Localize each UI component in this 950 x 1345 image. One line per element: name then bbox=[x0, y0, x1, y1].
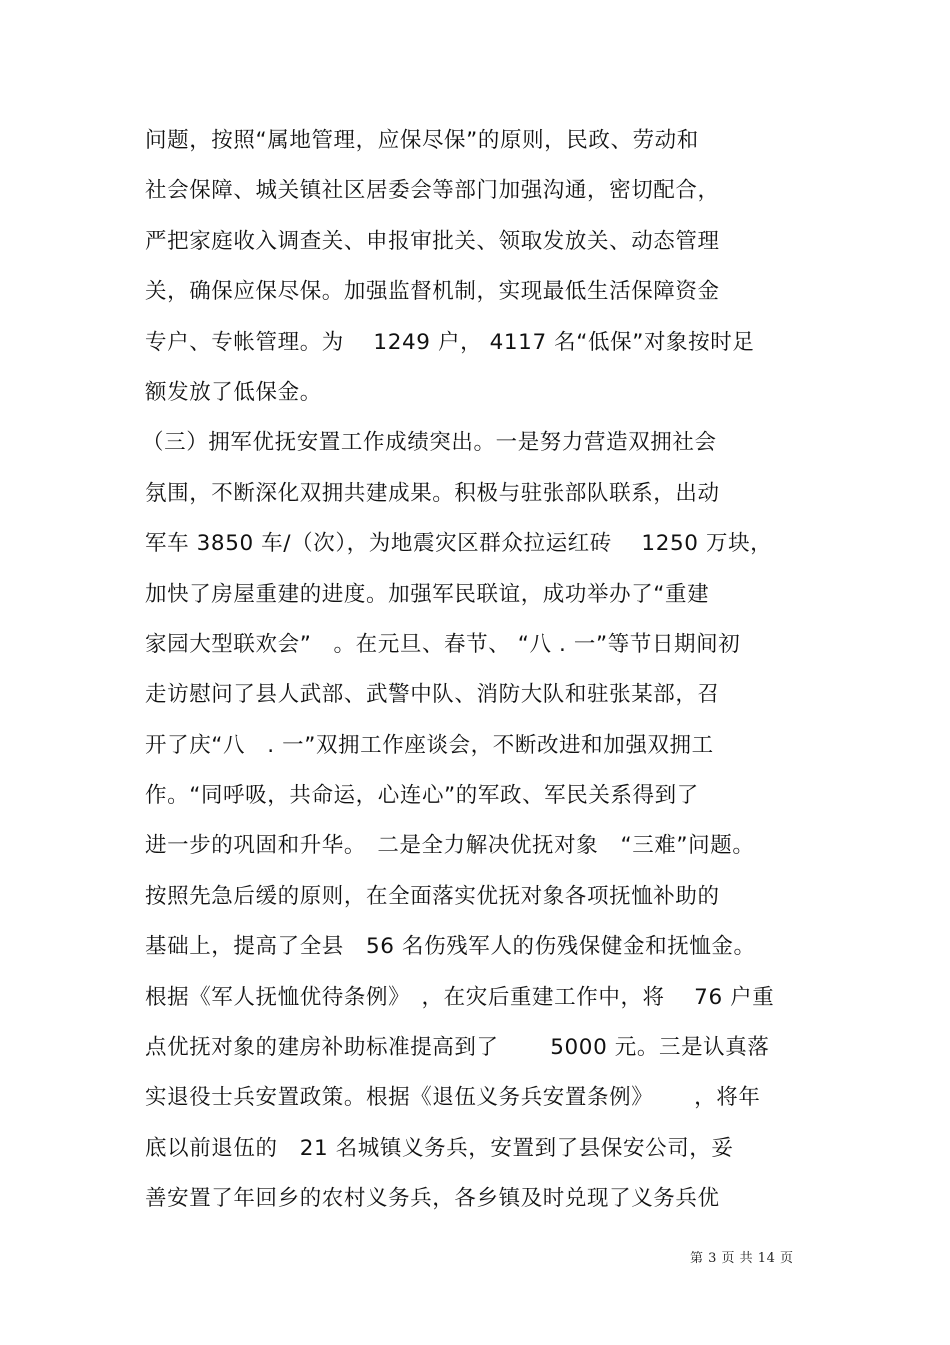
text-line-3: 严把家庭收入调查关、申报审批关、领取发放关、动态管理 bbox=[145, 228, 720, 254]
text-line-16: 按照先急后缓的原则，在全面落实优抚对象各项抚恤补助的 bbox=[145, 883, 720, 909]
section-heading-line: （三）拥军优抚安置工作成绩突出。一是努力营造双拥社会 bbox=[142, 430, 717, 456]
text-line-12: 走访慰问了县人武部、武警中队、消防大队和驻张某部，召 bbox=[145, 682, 720, 708]
text-line-8: 氛围，不断深化双拥共建成果。积极与驻张部队联系，出动 bbox=[145, 480, 720, 506]
text-line-21: 底以前退伍的 21 名城镇义务兵，安置到了县保安公司，妥 bbox=[145, 1135, 734, 1161]
text-line-1: 问题，按照“属地管理，应保尽保”的原则，民政、劳动和 bbox=[145, 128, 699, 153]
text-line-6: 额发放了低保金。 bbox=[145, 379, 322, 405]
text-line-13: 开了庆“八 . 一”双拥工作座谈会，不断改进和加强双拥工 bbox=[145, 732, 714, 758]
text-line-10: 加快了房屋重建的进度。加强军民联谊，成功举办了“重建 bbox=[145, 581, 710, 607]
page-number-footer: 第 3 页 共 14 页 bbox=[690, 1251, 794, 1266]
text-line-20: 实退役士兵安置政策。根据《退伍义务兵安置条例》 ，将年 bbox=[145, 1085, 761, 1111]
text-line-18: 根据《军人抚恤优待条例》 ，在灾后重建工作中，将 76 户重 bbox=[145, 984, 775, 1010]
text-line-4: 关，确保应保尽保。加强监督机制，实现最低生活保障资金 bbox=[145, 279, 720, 305]
text-line-22: 善安置了年回乡的农村义务兵，各乡镇及时兑现了义务兵优 bbox=[145, 1186, 720, 1212]
text-line-14: 作。“同呼吸，共命运，心连心”的军政、军民关系得到了 bbox=[145, 783, 699, 809]
text-line-15: 进一步的巩固和升华。 二是全力解决优抚对象 “三难”问题。 bbox=[145, 833, 755, 859]
text-line-17: 基础上，提高了全县 56 名伤残军人的伤残保健金和抚恤金。 bbox=[145, 934, 756, 960]
text-line-2: 社会保障、城关镇社区居委会等部门加强沟通，密切配合， bbox=[145, 178, 720, 204]
text-line-19: 点优抚对象的建房补助标准提高到了 5000 元。三是认真落 bbox=[145, 1035, 770, 1061]
text-line-11: 家园大型联欢会” 。在元旦、春节、 “八 . 一”等节日期间初 bbox=[145, 631, 741, 657]
text-line-9: 军车 3850 车/（次），为地震灾区群众拉运红砖 1250 万块， bbox=[145, 531, 773, 557]
body-text bbox=[142, 116, 825, 1225]
text-line-5: 专户、专帐管理。为 1249 户， 4117 名“低保”对象按时足 bbox=[145, 329, 755, 355]
